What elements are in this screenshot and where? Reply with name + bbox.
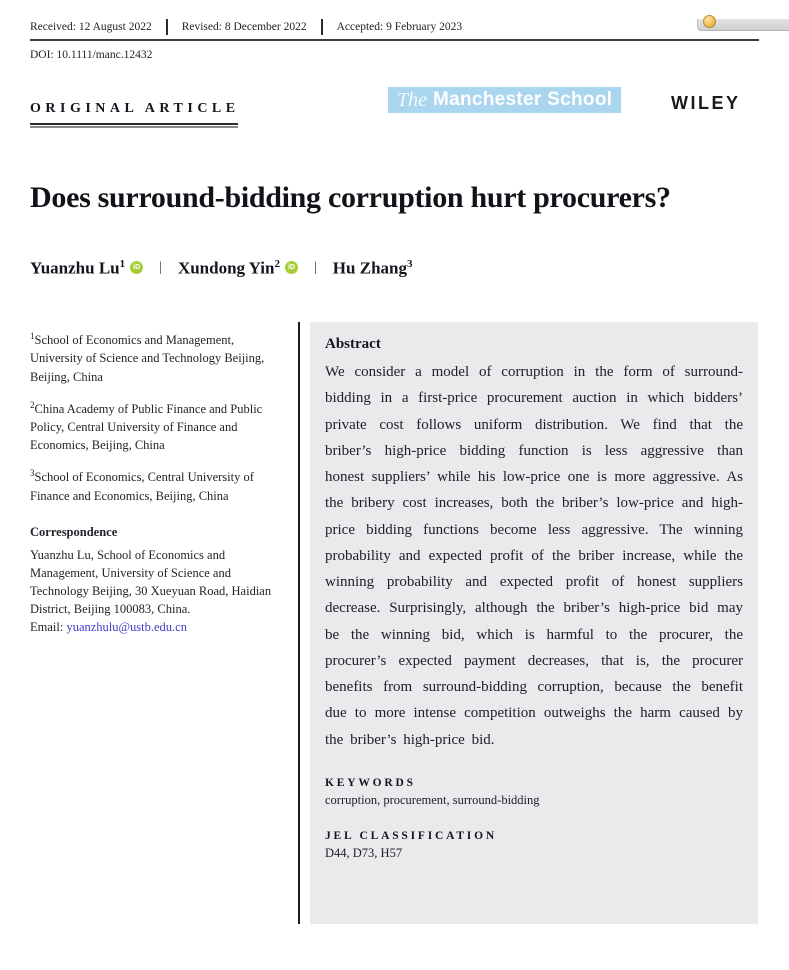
article-type-underline <box>30 123 238 128</box>
author-3-affil-mark: 3 <box>406 257 413 270</box>
article-type-label: ORIGINAL ARTICLE <box>30 101 240 116</box>
journal-logo[interactable] <box>388 87 621 113</box>
author-separator: | <box>313 259 317 275</box>
jel-heading: JEL CLASSIFICATION <box>325 829 497 842</box>
status-bubble-icon[interactable] <box>703 15 716 28</box>
affiliation-3: $^3$School of Economics, Central University of Finance and Economics, Beijing, China <box>30 468 254 503</box>
accepted-date: Accepted: 9 February 2023 <box>336 21 463 33</box>
orcid-icon[interactable]: iD <box>130 261 143 274</box>
viewer-toolbar-fragment <box>697 19 789 31</box>
authors-row <box>30 258 759 279</box>
date-divider <box>166 19 168 35</box>
publisher-logo[interactable]: WILEY <box>671 93 741 113</box>
abstract-panel <box>310 322 758 924</box>
email-link[interactable]: yuanzhulu@ustb.edu.cn <box>66 620 187 635</box>
jel-codes: D44, D73, H57 <box>325 845 403 860</box>
horizontal-rule <box>30 39 759 41</box>
affiliation-2: $^2$China Academy of Public Finance and Public Policy, Central University of Finance and Economics, Beijing, China <box>30 399 263 453</box>
author-2-affil-mark: 2 <box>274 257 280 270</box>
author-separator: | <box>159 259 162 275</box>
correspondence-heading: Correspondence <box>30 524 118 539</box>
email-label: Email: <box>30 620 67 635</box>
journal-logo-name: Manchester School <box>433 89 613 110</box>
affiliation-1: $^1$School of Economics and Management, University of Science and Technology Beijing, Beijing, China <box>30 331 265 384</box>
doi: DOI: 10.1111/manc.12432 <box>30 49 153 61</box>
abstract-body: We consider a model of corruption in the form of surround-bidding in a first-price procurement auction in which bidders’ private cost follows uniform distribution. We find that the briber’s high-price bidding function is less aggressive than honest suppliers’ while his low-price one is more aggressive. As the bribery cost increases, both the briber’s low-price and high-price bidding functions become less aggressive. The winning probability and expected profit of the briber increase, while the winning probability and expected profit of honest suppliers decrease. Surprisingly, although the briber’s high-price bid may be the winning bid, which is harmful to the procurer, the procurer’s expected payment decreases, that is, the procurer benefits from surround-bidding corruption, because the benefit due to more intense competition outweighs the harm caused by the briber’s high-price bid. <box>325 364 743 748</box>
content-columns <box>30 322 789 924</box>
orcid-icon[interactable]: iD <box>285 261 298 274</box>
revised-date: Revised: 8 December 2022 <box>181 21 307 33</box>
keywords-list: corruption, procurement, surround-bidding <box>325 792 540 807</box>
author-2: Xundong Yin$^2$ <box>177 257 280 278</box>
journal-logo-the: The <box>397 88 427 111</box>
dates-row <box>30 19 759 35</box>
column-divider <box>298 322 300 924</box>
author-3: Hu Zhang$^3$ <box>332 257 413 278</box>
header-band <box>0 75 789 139</box>
affiliations-column <box>30 322 286 924</box>
received-date: Received: 12 August 2022 <box>30 21 152 33</box>
keywords-heading: KEYWORDS <box>325 776 416 789</box>
page-title: Does surround-bidding corruption hurt procurers? <box>30 181 671 214</box>
correspondence-text: Yuanzhu Lu, School of Economics and Management, University of Science and Technology Beijing, 30 Xueyuan Road, Haidian District, Beijing 100083, China. Email: yuanzhulu@ustb.edu.cn <box>30 547 272 635</box>
author-1: Yuanzhu Lu$^1$ <box>30 257 126 278</box>
author-1-affil-mark: 1 <box>119 257 126 270</box>
abstract-heading: Abstract <box>325 336 381 353</box>
date-divider <box>321 19 323 35</box>
